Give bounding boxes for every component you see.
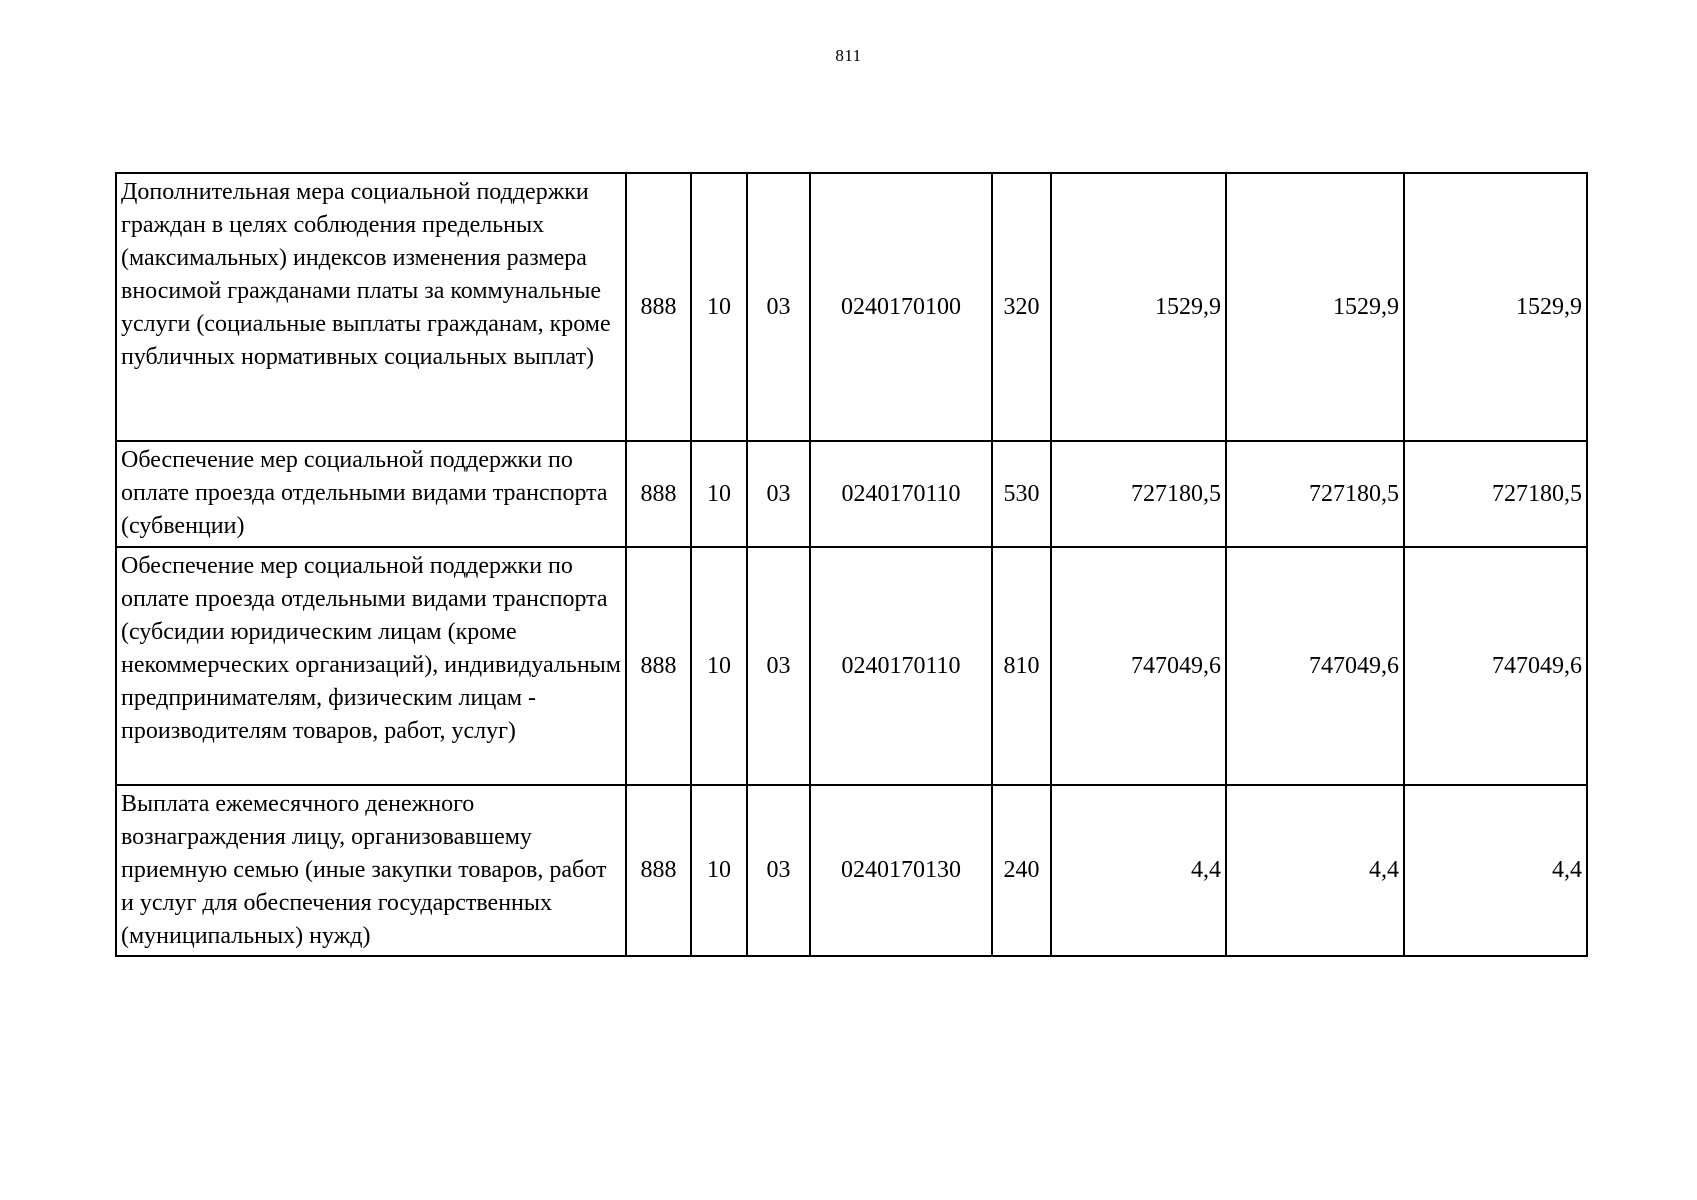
expense-type-code: 810: [992, 547, 1051, 785]
target-article-code: 0240170110: [810, 547, 992, 785]
amount-1: 1529,9: [1051, 173, 1226, 441]
subsection-code: 03: [747, 547, 810, 785]
expense-type-code: 240: [992, 785, 1051, 956]
row-description: Обеспечение мер социальной поддержки по оплате проезда отдельными видами транспорта (субвенции): [116, 441, 626, 547]
amount-3: 1529,9: [1404, 173, 1587, 441]
amount-1: 727180,5: [1051, 441, 1226, 547]
ministry-code: 888: [626, 547, 691, 785]
subsection-code: 03: [747, 441, 810, 547]
amount-2: 4,4: [1226, 785, 1404, 956]
row-description: Обеспечение мер социальной поддержки по оплате проезда отдельными видами транспорта (субсидии юридическим лицам (кроме некоммерческих организаций), индивидуальным предпринимателям, физическим лицам - производителям товаров, работ, услуг): [116, 547, 626, 785]
amount-2: 747049,6: [1226, 547, 1404, 785]
subsection-code: 03: [747, 785, 810, 956]
target-article-code: 0240170130: [810, 785, 992, 956]
amount-3: 727180,5: [1404, 441, 1587, 547]
row-description: Выплата ежемесячного денежного вознаграждения лицу, организовавшему приемную семью (иные закупки товаров, работ и услуг для обеспечения государственных (муниципальных) нужд): [116, 785, 626, 956]
target-article-code: 0240170100: [810, 173, 992, 441]
subsection-code: 03: [747, 173, 810, 441]
table-row: [116, 441, 1587, 547]
table-row: [116, 785, 1587, 956]
table-row: [116, 547, 1587, 785]
ministry-code: 888: [626, 441, 691, 547]
amount-1: 4,4: [1051, 785, 1226, 956]
page-number: 811: [835, 46, 862, 65]
amount-3: 4,4: [1404, 785, 1587, 956]
ministry-code: 888: [626, 173, 691, 441]
amount-2: 1529,9: [1226, 173, 1404, 441]
section-code: 10: [691, 441, 747, 547]
section-code: 10: [691, 547, 747, 785]
section-code: 10: [691, 785, 747, 956]
expense-type-code: 530: [992, 441, 1051, 547]
section-code: 10: [691, 173, 747, 441]
target-article-code: 0240170110: [810, 441, 992, 547]
amount-3: 747049,6: [1404, 547, 1587, 785]
row-description: Дополнительная мера социальной поддержки граждан в целях соблюдения предельных (максимальных) индексов изменения размера вносимой гражданами платы за коммунальные услуги (социальные выплаты гражданам, кроме публичных нормативных социальных выплат): [116, 173, 626, 441]
table-row: [116, 173, 1587, 441]
amount-2: 727180,5: [1226, 441, 1404, 547]
ministry-code: 888: [626, 785, 691, 956]
expense-type-code: 320: [992, 173, 1051, 441]
budget-table: [115, 172, 1588, 957]
amount-1: 747049,6: [1051, 547, 1226, 785]
